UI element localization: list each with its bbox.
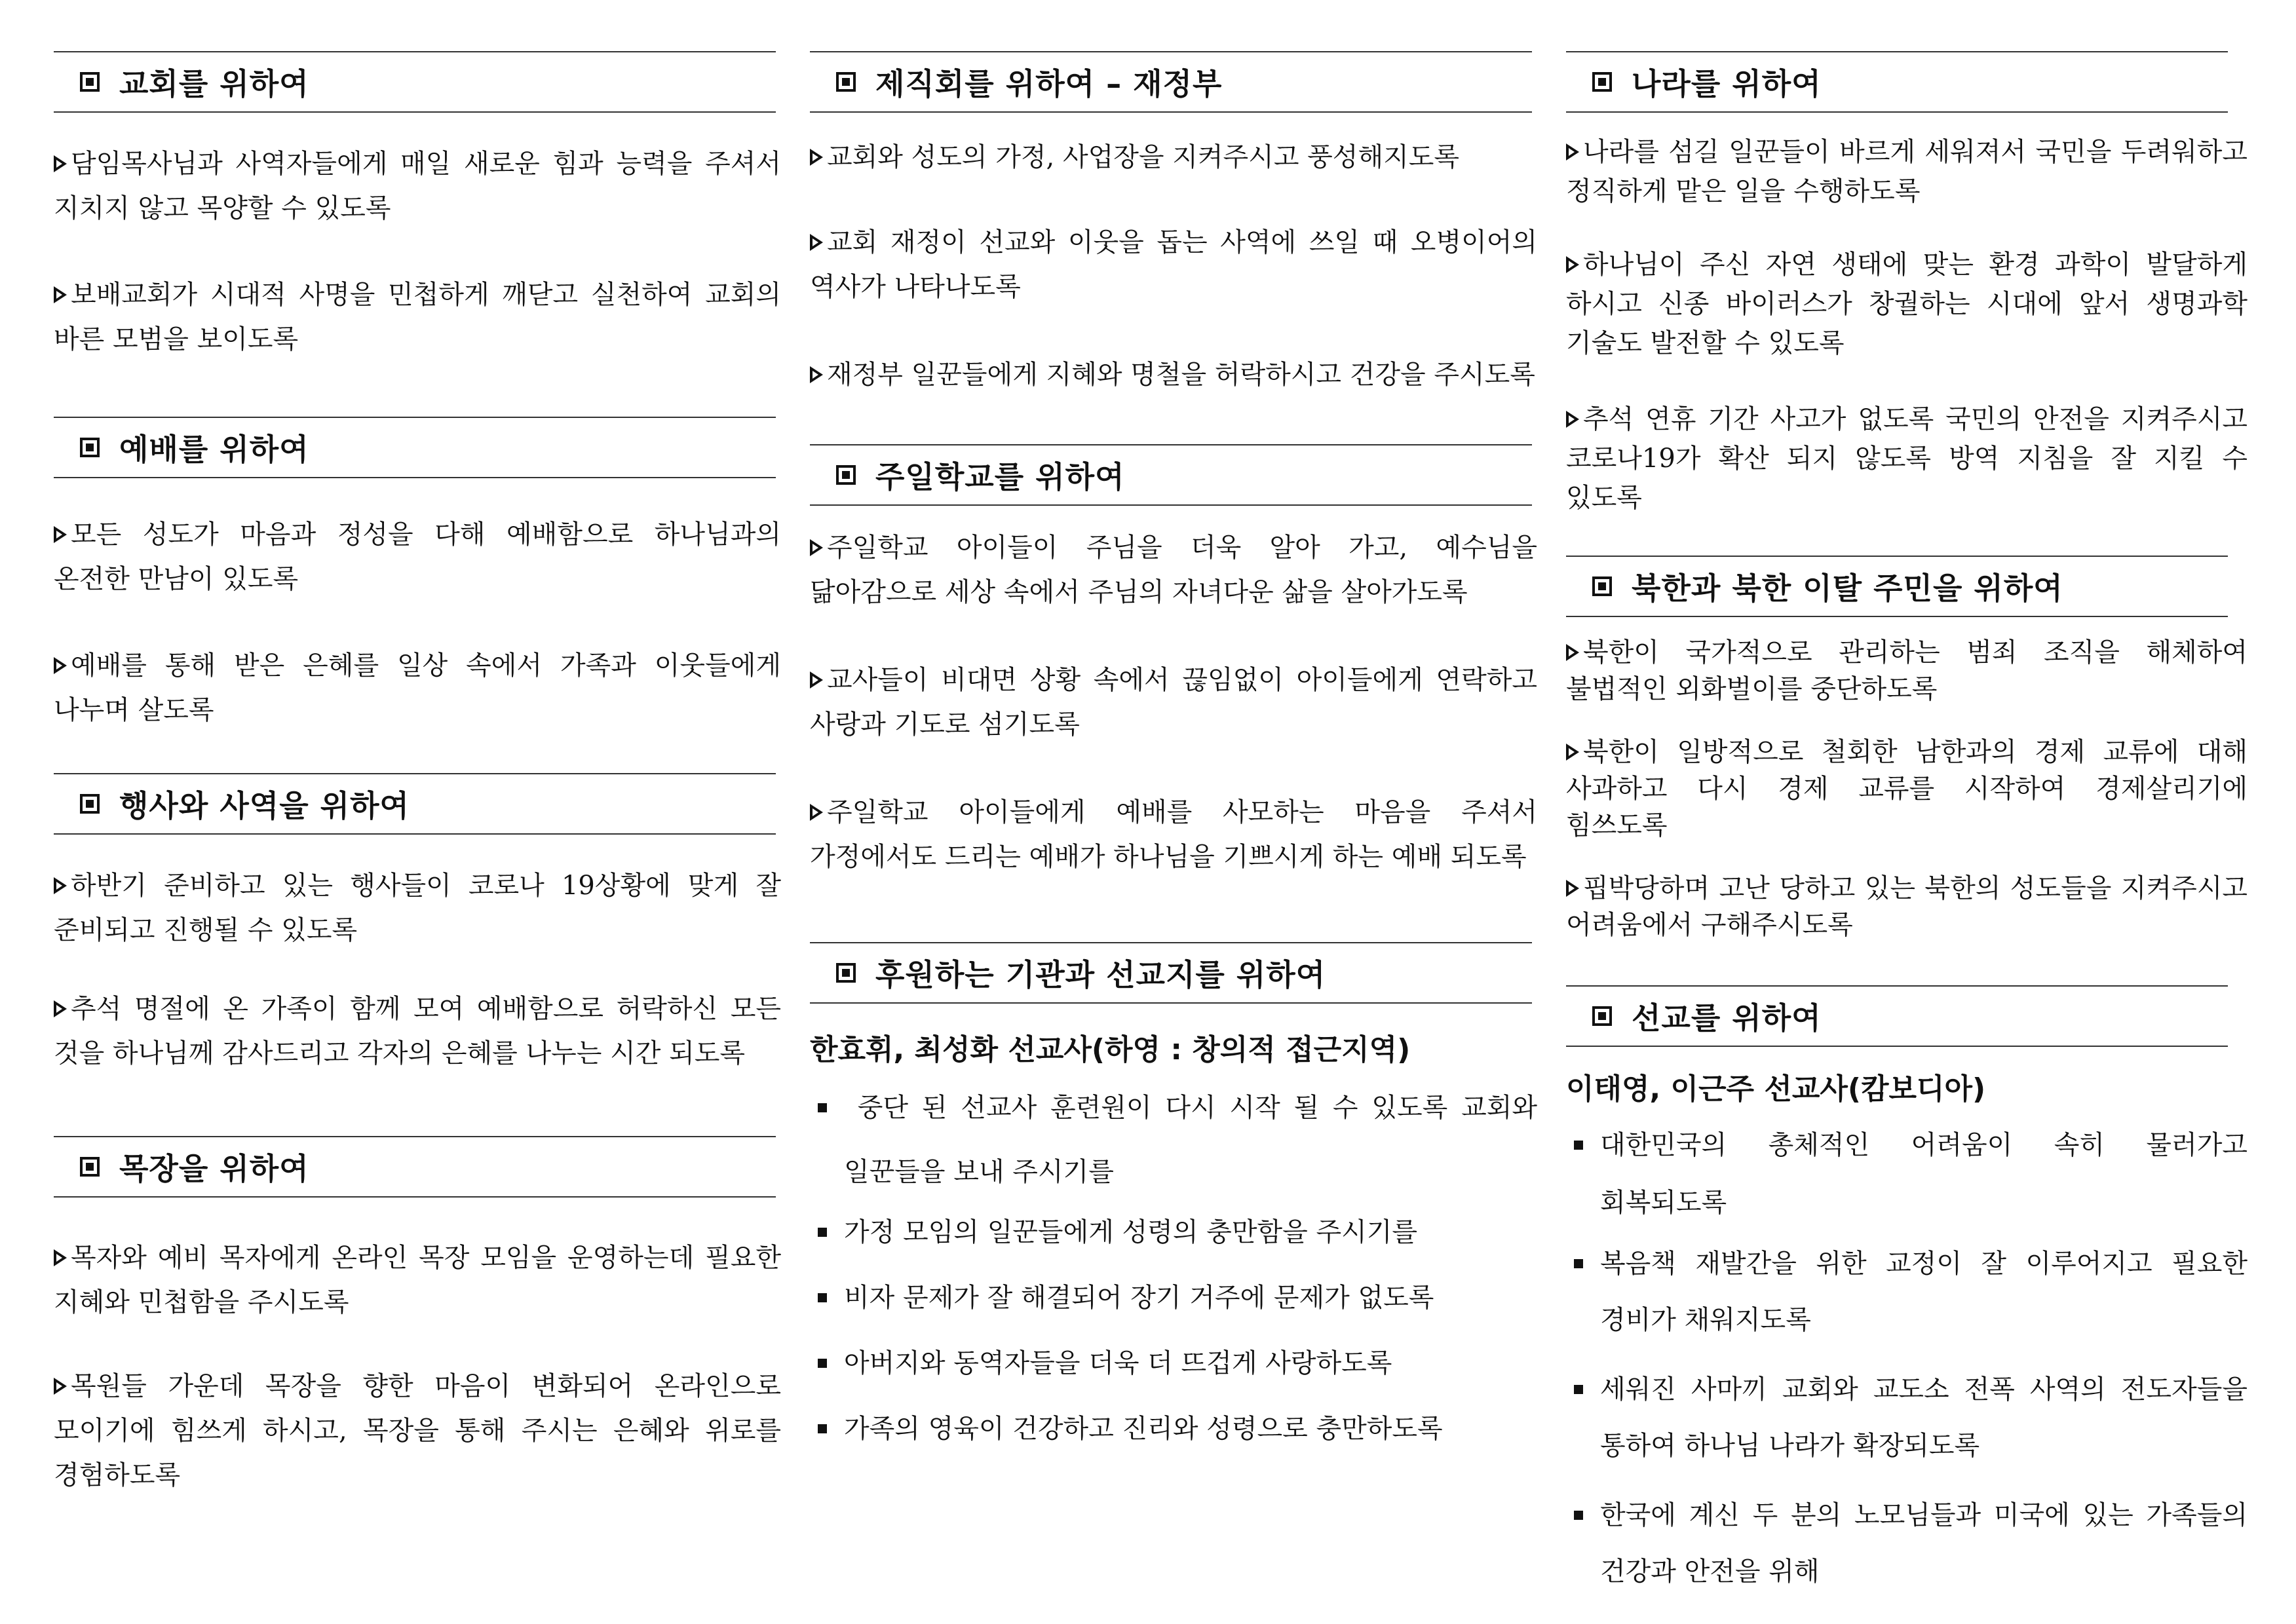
triangle-bullet-icon <box>1566 644 1579 661</box>
section-title-worship <box>80 426 309 469</box>
square-box-icon <box>836 465 856 485</box>
triangle-bullet-icon <box>810 539 823 556</box>
triangle-bullet-icon <box>54 526 67 543</box>
section-header-church <box>54 51 776 113</box>
section-header-north-korea <box>1566 556 2228 617</box>
square-bullet-icon <box>818 1103 827 1112</box>
prayer-item <box>54 273 781 362</box>
square-box-icon <box>1592 1006 1612 1026</box>
prayer-item <box>54 512 781 601</box>
square-box-icon <box>80 72 100 92</box>
prayer-item <box>810 352 1537 397</box>
missionary-name: 한효휘, 최성화 선교사(하영 : 창의적 접근지역) <box>810 1033 1411 1067</box>
square-bullet-icon <box>1574 1385 1583 1394</box>
triangle-bullet-icon <box>810 366 823 383</box>
list-item-text: 세워진 사마끼 교회와 교도소 전폭 사역의 전도자들을 통하여 하나님 나라가 확장되도록 <box>1600 1374 2248 1461</box>
prayer-item <box>54 863 781 953</box>
prayer-item <box>1566 245 2248 363</box>
square-bullet-icon <box>1574 1259 1583 1268</box>
section-title-text: 제직회를 위하여 – 재정부 <box>875 66 1223 102</box>
prayer-item-text: 목원들 가운데 목장을 향한 마음이 변화되어 온라인으로 모이기에 힘쓰게 하시고, 목장을 통해 주시는 은혜와 위로를 경험하도록 <box>54 1371 781 1490</box>
section-title-text: 후원하는 기관과 선교지를 위하여 <box>875 957 1326 992</box>
section-title-sunday-school <box>836 453 1125 497</box>
list-item <box>1566 1361 2248 1474</box>
triangle-bullet-icon <box>810 671 823 689</box>
triangle-bullet-icon <box>1566 744 1579 761</box>
prayer-item <box>810 525 1537 614</box>
square-box-icon <box>1592 72 1612 92</box>
section-header-support <box>810 942 1532 1004</box>
square-box-icon <box>80 1157 100 1177</box>
prayer-item-text: 교회와 성도의 가정, 사업장을 지켜주시고 풍성해지도록 <box>827 142 1460 172</box>
square-bullet-icon <box>818 1293 827 1302</box>
square-bullet-icon <box>818 1228 827 1237</box>
prayer-item <box>1566 132 2248 211</box>
list-item-text: 가정 모임의 일꾼들에게 성령의 충만함을 주시기를 <box>844 1217 1418 1247</box>
section-title-text: 나라를 위하여 <box>1632 66 1822 102</box>
prayer-item-text: 북한이 국가적으로 관리하는 범죄 조직을 해체하여 불법적인 외화벌이를 중단하도록 <box>1566 637 2248 704</box>
prayer-item-text: 주일학교 아이들에게 예배를 사모하는 마음을 주셔서 가정에서도 드리는 예배가 하나님을 기쁘시게 하는 예배 되도록 <box>810 797 1537 872</box>
prayer-item <box>810 658 1537 747</box>
triangle-bullet-icon <box>1566 256 1579 273</box>
section-title-text: 행사와 사역을 위하여 <box>119 788 410 823</box>
list-item-text: 비자 문제가 잘 해결되어 장기 거주에 문제가 없도록 <box>844 1283 1434 1313</box>
section-header-worship <box>54 417 776 478</box>
section-title-church <box>80 60 309 104</box>
prayer-item <box>810 220 1537 309</box>
section-header-finance <box>810 51 1532 113</box>
prayer-item <box>1566 400 2248 518</box>
section-title-text: 예배를 위하여 <box>119 432 309 467</box>
triangle-bullet-icon <box>54 877 67 894</box>
missionary-name: 이태영, 이근주 선교사(캄보디아) <box>1566 1072 1986 1106</box>
column-left <box>54 51 781 1498</box>
list-item <box>810 1401 1537 1457</box>
section-title-mission <box>1592 994 1822 1038</box>
section-title-text: 선교를 위하여 <box>1632 1000 1822 1036</box>
list-item-text: 대한민국의 총체적인 어려움이 속히 물러가고 회복되도록 <box>1600 1130 2248 1218</box>
prayer-item-text: 주일학교 아이들이 주님을 더욱 알아 가고, 예수님을 닮아감으로 세상 속에서 주님의 자녀다운 삶을 살아가도록 <box>810 533 1537 607</box>
prayer-item <box>1566 870 2248 943</box>
triangle-bullet-icon <box>1566 143 1579 161</box>
prayer-item <box>54 142 781 231</box>
prayer-item-text: 담임목사님과 사역자들에게 매일 새로운 힘과 능력을 주셔서 지치지 않고 목양할 수 있도록 <box>54 149 781 223</box>
prayer-item-text: 목자와 예비 목자에게 온라인 목장 모임을 운영하는데 필요한 지혜와 민첩함을 주시도록 <box>54 1243 781 1317</box>
prayer-item <box>54 1364 781 1498</box>
list-item-text: 가족의 영육이 건강하고 진리와 성령으로 충만하도록 <box>844 1414 1443 1444</box>
prayer-item <box>1566 734 2248 844</box>
square-bullet-icon <box>818 1359 827 1368</box>
triangle-bullet-icon <box>1566 880 1579 897</box>
list-item <box>810 1335 1537 1391</box>
prayer-item <box>810 790 1537 879</box>
list-item <box>1566 1236 2248 1348</box>
prayer-item-text: 교사들이 비대면 상황 속에서 끊임없이 아이들에게 연락하고 사랑과 기도로 섬기도록 <box>810 665 1537 740</box>
square-bullet-icon <box>818 1424 827 1433</box>
section-title-support <box>836 951 1326 994</box>
triangle-bullet-icon <box>54 1249 67 1266</box>
prayer-item-text: 핍박당하며 고난 당하고 있는 북한의 성도들을 지켜주시고 어려움에서 구해주시도록 <box>1566 873 2248 940</box>
section-title-cell <box>80 1145 309 1188</box>
section-title-finance <box>836 60 1222 104</box>
prayer-item-text: 하나님이 주신 자연 생태에 맞는 환경 과학이 발달하게 하시고 신종 바이러스가 창궐하는 시대에 앞서 생명과학 기술도 발전할 수 있도록 <box>1566 250 2248 358</box>
section-title-text: 목장을 위하여 <box>119 1151 309 1186</box>
triangle-bullet-icon <box>810 804 823 821</box>
section-title-events <box>80 782 410 825</box>
section-title-nation <box>1592 60 1822 104</box>
square-box-icon <box>836 963 856 983</box>
triangle-bullet-icon <box>810 149 823 166</box>
prayer-item-text: 재정부 일꾼들에게 지혜와 명철을 허락하시고 건강을 주시도록 <box>827 360 1535 390</box>
prayer-item-text: 나라를 섬길 일꾼들이 바르게 세워져서 국민을 두려워하고 정직하게 맡은 일을 수행하도록 <box>1566 137 2248 206</box>
prayer-item <box>1566 634 2248 708</box>
missionary-prayer-list <box>810 1076 1537 1457</box>
prayer-item-text: 교회 재정이 선교와 이웃을 돕는 사역에 쓰일 때 오병이어의 역사가 나타나도록 <box>810 227 1537 302</box>
prayer-item-text: 예배를 통해 받은 은혜를 일상 속에서 가족과 이웃들에게 나누며 살도록 <box>54 651 781 725</box>
section-title-text: 주일학교를 위하여 <box>875 459 1125 495</box>
triangle-bullet-icon <box>54 286 67 303</box>
prayer-item-text: 추석 연휴 기간 사고가 없도록 국민의 안전을 지켜주시고 코로나19가 확산 되지 않도록 방역 지침을 잘 지킬 수 있도록 <box>1566 404 2248 513</box>
section-title-north-korea <box>1592 565 2063 608</box>
list-item-text: 복음책 재발간을 위한 교정이 잘 이루어지고 필요한 경비가 채워지도록 <box>1600 1249 2248 1335</box>
triangle-bullet-icon <box>810 234 823 251</box>
square-bullet-icon <box>1574 1511 1583 1520</box>
prayer-item-text: 보배교회가 시대적 사명을 민첩하게 깨닫고 실천하여 교회의 바른 모범을 보이도록 <box>54 280 781 354</box>
missionary-prayer-list <box>1566 1116 2248 1600</box>
column-middle <box>810 51 1537 1457</box>
prayer-item <box>54 1236 781 1325</box>
prayer-item <box>54 987 781 1076</box>
list-item <box>1566 1116 2248 1232</box>
list-item <box>810 1204 1537 1260</box>
square-box-icon <box>1592 576 1612 596</box>
list-item <box>810 1270 1537 1326</box>
square-bullet-icon <box>1574 1141 1583 1150</box>
prayer-item-text: 하반기 준비하고 있는 행사들이 코로나 19상황에 맞게 잘 준비되고 진행될 수 있도록 <box>54 871 781 945</box>
section-header-nation <box>1566 51 2228 113</box>
section-header-cell <box>54 1136 776 1198</box>
triangle-bullet-icon <box>54 1378 67 1395</box>
column-right <box>1566 51 2248 1600</box>
section-title-text: 북한과 북한 이탈 주민을 위하여 <box>1632 571 2063 606</box>
prayer-item-text: 추석 명절에 온 가족이 함께 모여 예배함으로 허락하신 모든 것을 하나님께 감사드리고 각자의 은혜를 나누는 시간 되도록 <box>54 994 781 1068</box>
section-header-sunday-school <box>810 444 1532 506</box>
prayer-item-text: 모든 성도가 마음과 정성을 다해 예배함으로 하나님과의 온전한 만남이 있도록 <box>54 519 781 594</box>
triangle-bullet-icon <box>54 657 67 674</box>
list-item-text: 중단 된 선교사 훈련원이 다시 시작 될 수 있도록 교회와 일꾼들을 보내 주시기를 <box>844 1093 1537 1187</box>
triangle-bullet-icon <box>1566 411 1579 428</box>
section-header-events <box>54 773 776 835</box>
triangle-bullet-icon <box>54 1000 67 1017</box>
prayer-item <box>54 643 781 732</box>
triangle-bullet-icon <box>54 155 67 172</box>
prayer-item <box>810 135 1537 179</box>
list-item-text: 아버지와 동역자들을 더욱 더 뜨겁게 사랑하도록 <box>844 1348 1392 1378</box>
square-box-icon <box>836 72 856 92</box>
section-header-mission <box>1566 985 2228 1047</box>
square-box-icon <box>80 438 100 457</box>
prayer-item-text: 북한이 일방적으로 철회한 남한과의 경제 교류에 대해 사과하고 다시 경제 교류를 시작하여 경제살리기에 힘쓰도록 <box>1566 737 2248 840</box>
list-item <box>1566 1487 2248 1600</box>
section-title-text: 교회를 위하여 <box>119 66 309 102</box>
square-box-icon <box>80 794 100 814</box>
list-item <box>810 1076 1537 1204</box>
list-item-text: 한국에 계신 두 분의 노모님들과 미국에 있는 가족들의 건강과 안전을 위해 <box>1600 1500 2248 1587</box>
